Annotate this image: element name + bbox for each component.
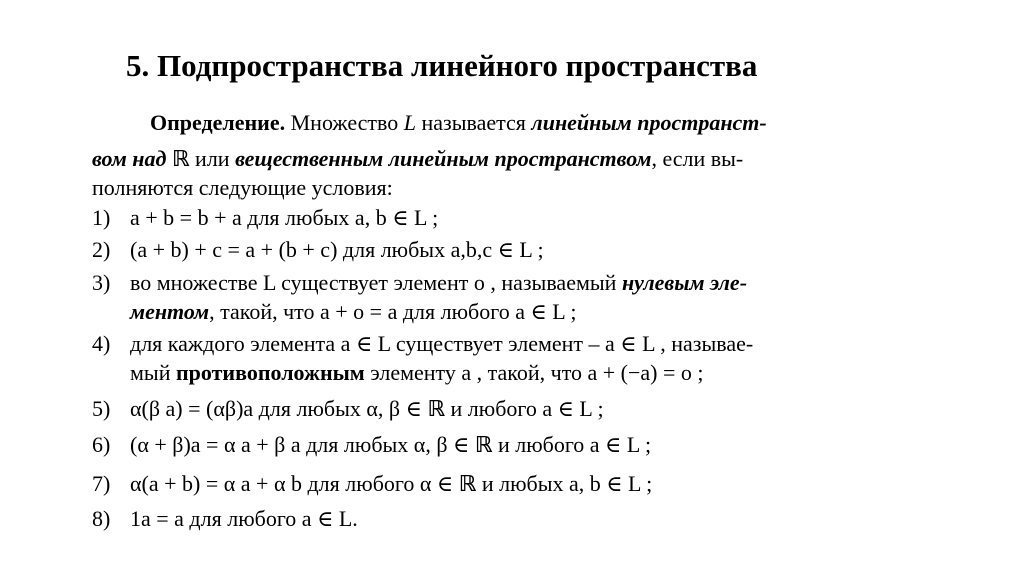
item-text: для каждого элемента a ∈ L существует элемент – a ∈ L , называе- bbox=[130, 331, 754, 356]
real-numbers-symbol: ℝ bbox=[458, 472, 477, 497]
item-number: 7) bbox=[92, 471, 111, 496]
real-numbers-symbol: ℝ bbox=[427, 397, 446, 422]
term-zero-element: нулевым эле- bbox=[621, 270, 748, 295]
item-number: 5) bbox=[92, 396, 111, 421]
real-numbers-symbol: ℝ bbox=[474, 433, 493, 458]
item-number: 3) bbox=[92, 270, 111, 295]
page-title: 5. Подпространства линейного пространства bbox=[126, 48, 758, 83]
definition-line-2: вом над ℝ или вещественным линейным пространством, если вы- bbox=[92, 146, 744, 172]
item-number: 8) bbox=[92, 506, 111, 531]
term-linear-space: линейным пространст- bbox=[531, 110, 767, 135]
term-real-linear-space: вещественным линейным пространством bbox=[235, 146, 652, 171]
item-number: 6) bbox=[92, 432, 111, 457]
definition-line-1: Определение. Множество L называется линейным пространст- bbox=[150, 110, 767, 135]
item-text: a + b = b + a для любых a, b ∈ L ; bbox=[130, 205, 439, 230]
item-text: (a + b) + c = a + (b + c) для любых a,b,c ∈ L ; bbox=[130, 237, 544, 262]
term-opposite: противоположным bbox=[175, 360, 365, 385]
real-numbers-symbol: ℝ bbox=[171, 147, 190, 172]
item-number: 2) bbox=[92, 237, 111, 262]
item-number: 4) bbox=[92, 331, 111, 356]
item-number: 1) bbox=[92, 205, 111, 230]
item-text: 1a = a для любого a ∈ L. bbox=[130, 506, 358, 531]
definition-line-3: полняются следующие условия: bbox=[92, 175, 393, 200]
definition-label: Определение. bbox=[150, 110, 286, 135]
